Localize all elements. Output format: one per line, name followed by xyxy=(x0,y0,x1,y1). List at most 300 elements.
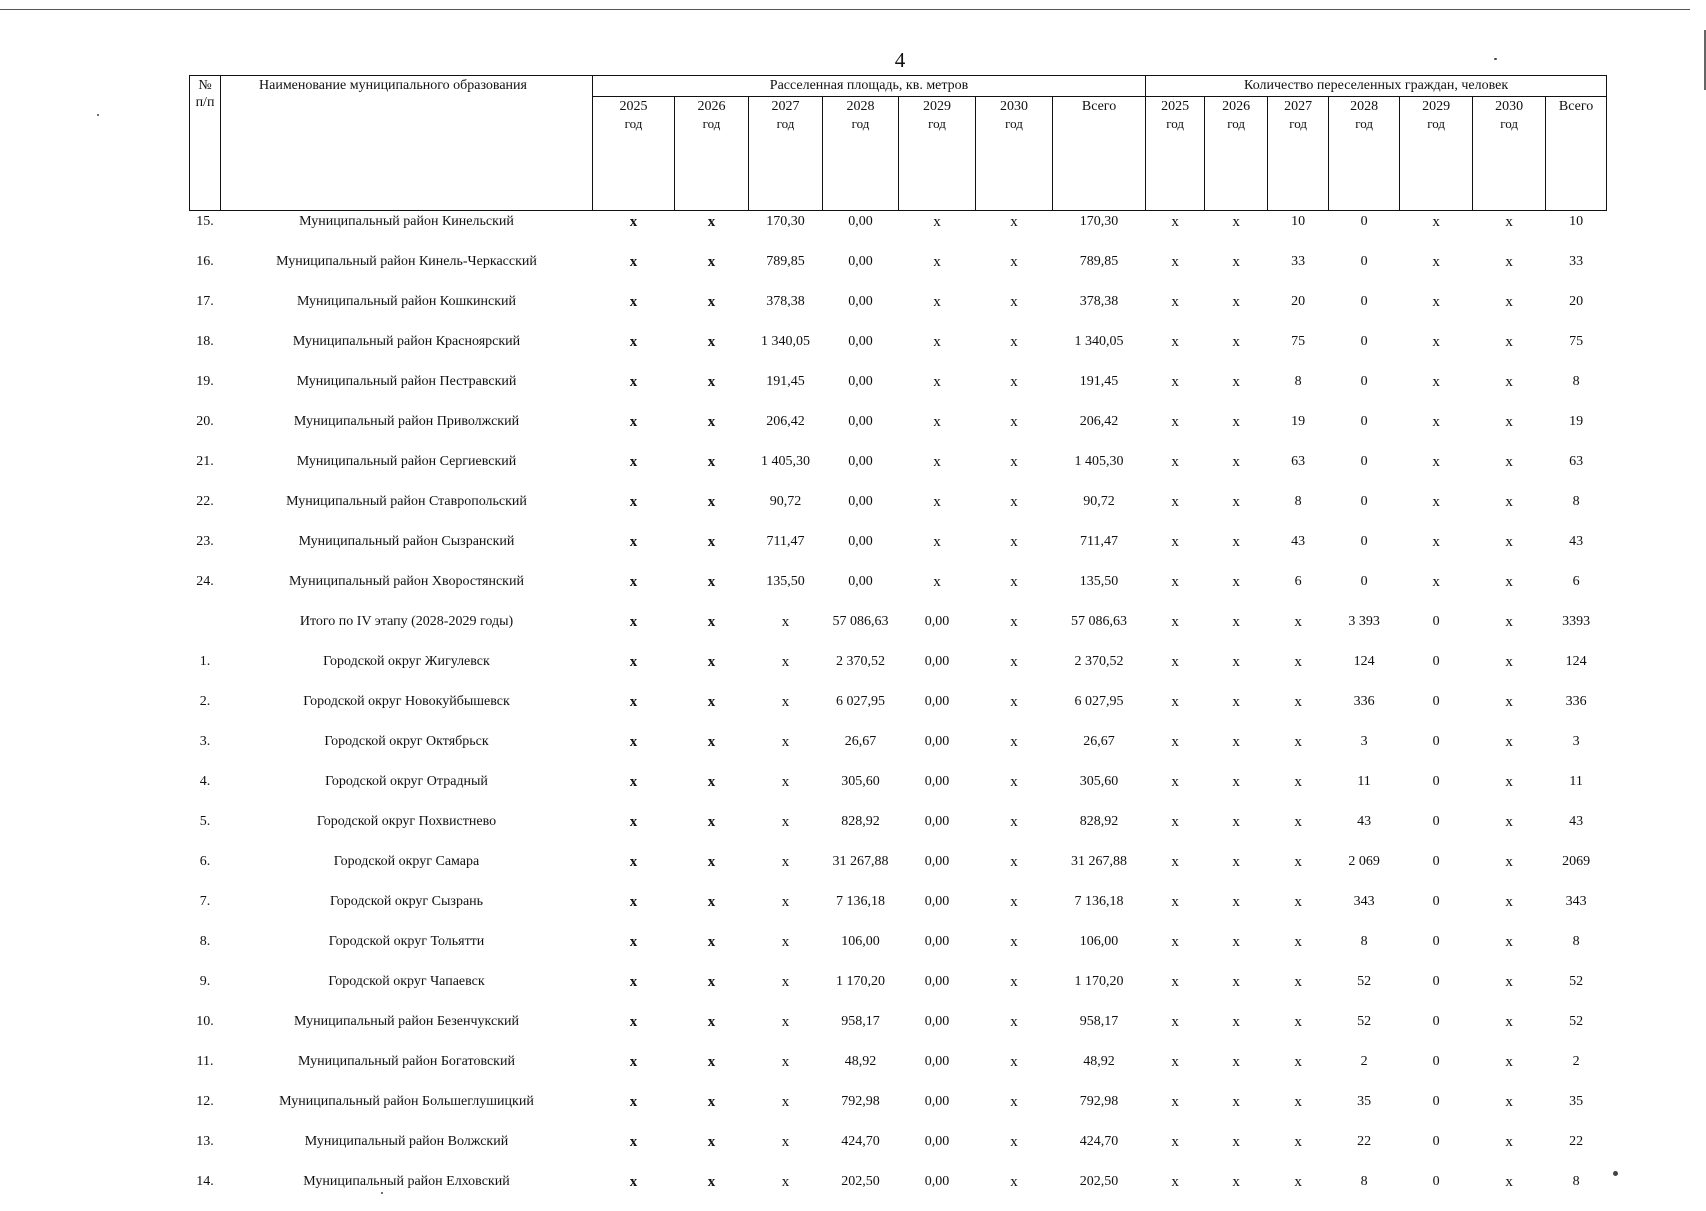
header-year-suffix: год xyxy=(776,116,795,131)
area-cell: 106,00 xyxy=(1079,934,1119,949)
header-year-label: 2028 xyxy=(846,99,875,114)
area-cell: 0,00 xyxy=(924,894,950,909)
people-cell: 33 xyxy=(1569,254,1584,269)
people-cell: 22 xyxy=(1357,1134,1372,1149)
people-cell: x xyxy=(1232,1174,1240,1190)
people-cell: 343 xyxy=(1353,894,1375,909)
table-row xyxy=(190,211,1607,252)
people-cell: 22 xyxy=(1569,1134,1584,1149)
people-cell: x xyxy=(1171,414,1179,430)
row-number xyxy=(190,611,221,651)
row-name: Городской округ Новокуйбышевск xyxy=(303,694,510,709)
area-cell: 0,00 xyxy=(924,1054,950,1069)
header-year-suffix: год xyxy=(928,116,946,131)
people-cell: 19 xyxy=(1569,414,1584,429)
row-name: Городской округ Отрадный xyxy=(325,774,488,789)
area-cell: x xyxy=(707,854,716,870)
area-cell: x xyxy=(1010,894,1018,910)
people-cell: 2069 xyxy=(1562,854,1591,869)
people-cell: 8 xyxy=(1294,374,1302,389)
area-cell: x xyxy=(1010,774,1018,790)
people-cell: 75 xyxy=(1569,334,1584,349)
people-cell: x xyxy=(1171,214,1179,230)
area-cell: 0,00 xyxy=(924,814,950,829)
area-cell: x xyxy=(629,294,638,310)
row-name: Муниципальный район Богатовский xyxy=(298,1054,515,1069)
table-row xyxy=(190,971,1607,1011)
people-cell: 8 xyxy=(1360,934,1368,949)
row-name: Муниципальный район Волжский xyxy=(304,1134,509,1149)
people-cell: 19 xyxy=(1291,414,1306,429)
area-cell: 0,00 xyxy=(924,1014,950,1029)
header-area-year-2029 xyxy=(899,97,976,211)
area-cell: x xyxy=(933,334,941,350)
area-cell: 191,45 xyxy=(766,374,805,389)
area-cell: x xyxy=(629,974,638,990)
header-people-group: Количество переселенных граждан, человек xyxy=(1146,76,1607,97)
row-number: 4. xyxy=(199,774,211,789)
row-number: 13. xyxy=(196,1134,214,1149)
area-cell: x xyxy=(781,814,790,830)
area-cell: 792,98 xyxy=(841,1094,880,1109)
area-cell: x xyxy=(629,574,638,590)
header-year-label: 2029 xyxy=(1422,99,1451,114)
area-cell: x xyxy=(707,614,716,630)
people-cell: x xyxy=(1294,1094,1302,1110)
area-cell: x xyxy=(707,1014,716,1030)
area-cell: 305,60 xyxy=(841,774,880,789)
table-row xyxy=(190,371,1607,411)
people-cell: x xyxy=(1432,534,1440,550)
people-cell: 0 xyxy=(1432,974,1440,989)
area-cell: 305,60 xyxy=(1079,774,1119,789)
area-cell: x xyxy=(707,494,716,510)
people-cell: 43 xyxy=(1569,814,1584,829)
area-cell: x xyxy=(707,454,716,470)
area-cell: 1 170,20 xyxy=(836,974,885,989)
area-cell: x xyxy=(707,774,716,790)
header-people-year-2029 xyxy=(1400,97,1473,211)
area-cell: x xyxy=(1010,374,1018,390)
header-area-year-2027 xyxy=(749,97,823,211)
people-cell: 35 xyxy=(1569,1094,1584,1109)
row-name: Городской округ Похвистнево xyxy=(316,814,497,829)
header-total-label: Всего xyxy=(1081,99,1117,114)
people-cell: 6 xyxy=(1294,574,1302,589)
people-cell: x xyxy=(1505,614,1513,630)
area-cell: x xyxy=(707,734,716,750)
area-cell: 0,00 xyxy=(848,254,873,269)
area-cell: x xyxy=(1010,1134,1018,1150)
area-cell: x xyxy=(1010,494,1018,510)
area-cell: x xyxy=(1010,814,1018,830)
area-cell: x xyxy=(1010,1054,1018,1070)
area-cell: 424,70 xyxy=(841,1134,880,1149)
people-cell: 8 xyxy=(1572,494,1580,509)
people-cell: x xyxy=(1171,814,1179,830)
people-cell: x xyxy=(1171,854,1179,870)
area-cell: x xyxy=(629,1094,638,1110)
row-name: Муниципальный район Кинель-Черкасский xyxy=(276,254,537,269)
area-cell: x xyxy=(933,494,941,510)
area-cell: x xyxy=(707,374,716,390)
area-cell: 31 267,88 xyxy=(832,854,889,869)
people-cell: x xyxy=(1505,574,1513,590)
people-cell: 3 393 xyxy=(1348,614,1380,629)
people-cell: 3 xyxy=(1572,734,1580,749)
people-cell: 0 xyxy=(1360,214,1368,229)
people-cell: x xyxy=(1294,614,1302,630)
area-cell: x xyxy=(629,734,638,750)
scan-speck xyxy=(97,114,99,116)
people-cell: 0 xyxy=(1432,814,1440,829)
area-cell: x xyxy=(1010,534,1018,550)
area-cell: x xyxy=(629,454,638,470)
people-cell: x xyxy=(1232,694,1240,710)
area-cell: 0,00 xyxy=(924,1174,950,1189)
area-cell: 1 405,30 xyxy=(1074,454,1124,469)
area-cell: x xyxy=(707,1174,716,1190)
area-cell: 0,00 xyxy=(924,934,950,949)
people-cell: 0 xyxy=(1432,694,1440,709)
area-cell: x xyxy=(629,414,638,430)
area-cell: 378,38 xyxy=(766,294,805,309)
people-cell: x xyxy=(1294,734,1302,750)
page-number: 4 xyxy=(894,48,906,72)
people-cell: x xyxy=(1432,574,1440,590)
people-cell: 124 xyxy=(1353,654,1375,669)
people-cell: x xyxy=(1171,454,1179,470)
area-cell: 170,30 xyxy=(1079,214,1119,229)
row-name: Городской округ Тольятти xyxy=(328,934,485,949)
area-cell: 7 136,18 xyxy=(1074,894,1124,909)
table-row xyxy=(190,651,1607,691)
row-number: 23. xyxy=(196,534,214,549)
header-year-suffix: год xyxy=(1227,116,1245,131)
area-cell: x xyxy=(1010,414,1018,430)
header-year-label: 2029 xyxy=(923,99,951,114)
row-name: Муниципальный район Красноярский xyxy=(292,334,521,349)
people-cell: x xyxy=(1232,214,1240,230)
area-cell: x xyxy=(933,254,941,270)
people-cell: 2 xyxy=(1360,1054,1368,1069)
header-name-label: Наименование муниципального образования xyxy=(259,78,527,93)
people-cell: x xyxy=(1232,974,1240,990)
people-cell: 0 xyxy=(1360,374,1368,389)
area-cell: 48,92 xyxy=(1083,1054,1115,1069)
people-cell: x xyxy=(1232,1094,1240,1110)
row-number: 15. xyxy=(196,214,214,229)
area-cell: 1 405,30 xyxy=(761,454,810,469)
people-cell: x xyxy=(1232,414,1240,430)
header-year-label: 2026 xyxy=(697,99,726,114)
header-people-year-2030 xyxy=(1473,97,1546,211)
people-cell: x xyxy=(1232,574,1240,590)
row-number: 14. xyxy=(196,1174,214,1189)
row-name: Городской округ Октябрьск xyxy=(324,734,489,749)
people-cell: x xyxy=(1294,1014,1302,1030)
area-cell: x xyxy=(781,1134,790,1150)
table-row xyxy=(190,411,1607,451)
header-area-year-2030 xyxy=(976,97,1053,211)
area-cell: x xyxy=(629,254,638,270)
area-cell: x xyxy=(629,1134,638,1150)
area-cell: 206,42 xyxy=(766,414,805,429)
header-year-label: 2028 xyxy=(1350,99,1379,114)
people-cell: x xyxy=(1505,414,1513,430)
area-cell: 135,50 xyxy=(1079,574,1119,589)
people-cell: x xyxy=(1232,454,1240,470)
area-cell: 0,00 xyxy=(924,694,950,709)
header-year-suffix: год xyxy=(1355,116,1373,131)
row-name: Муниципальный район Большеглушицкий xyxy=(279,1094,534,1109)
people-cell: x xyxy=(1232,774,1240,790)
area-cell: 958,17 xyxy=(841,1014,880,1029)
people-cell: x xyxy=(1232,614,1240,630)
people-cell: 0 xyxy=(1360,414,1368,429)
area-cell: 828,92 xyxy=(841,814,880,829)
people-cell: 52 xyxy=(1357,1014,1372,1029)
people-cell: x xyxy=(1505,694,1513,710)
people-cell: x xyxy=(1505,1094,1513,1110)
area-cell: 2 370,52 xyxy=(1074,654,1124,669)
area-cell: x xyxy=(933,574,941,590)
people-cell: 52 xyxy=(1357,974,1372,989)
people-cell: x xyxy=(1171,1134,1179,1150)
area-cell: x xyxy=(629,214,638,230)
people-cell: 10 xyxy=(1569,214,1584,229)
area-cell: 26,67 xyxy=(1083,734,1115,749)
area-cell: x xyxy=(781,974,790,990)
area-cell: x xyxy=(707,534,716,550)
row-number: 16. xyxy=(196,254,214,269)
people-cell: x xyxy=(1171,294,1179,310)
people-cell: 10 xyxy=(1291,214,1306,229)
header-year-suffix: год xyxy=(1166,116,1184,131)
area-cell: x xyxy=(707,214,716,230)
people-cell: x xyxy=(1505,734,1513,750)
area-cell: x xyxy=(1010,254,1018,270)
people-cell: x xyxy=(1171,734,1179,750)
people-cell: 0 xyxy=(1432,774,1440,789)
people-cell: x xyxy=(1294,974,1302,990)
row-name: Муниципальный район Хворостянский xyxy=(289,574,524,589)
people-cell: 0 xyxy=(1360,334,1368,349)
area-cell: x xyxy=(933,294,941,310)
row-number: 2. xyxy=(199,694,211,709)
people-cell: x xyxy=(1432,294,1440,310)
people-cell: x xyxy=(1505,1174,1513,1190)
area-cell: x xyxy=(629,654,638,670)
people-cell: x xyxy=(1171,254,1179,270)
area-cell: 378,38 xyxy=(1079,294,1119,309)
area-cell: 0,00 xyxy=(924,1134,950,1149)
area-cell: x xyxy=(781,854,790,870)
people-cell: x xyxy=(1171,1054,1179,1070)
area-cell: 0,00 xyxy=(924,734,950,749)
row-number: 3. xyxy=(199,734,211,749)
people-cell: x xyxy=(1171,334,1179,350)
area-cell: x xyxy=(707,694,716,710)
area-cell: x xyxy=(1010,974,1018,990)
row-number: 5. xyxy=(199,814,211,829)
header-year-label: 2030 xyxy=(1000,99,1028,114)
area-cell: x xyxy=(629,934,638,950)
area-cell: x xyxy=(629,1014,638,1030)
area-cell: x xyxy=(781,614,790,630)
area-cell: 0,00 xyxy=(924,654,950,669)
area-cell: 0,00 xyxy=(924,854,950,869)
people-cell: 0 xyxy=(1432,1054,1440,1069)
area-cell: 202,50 xyxy=(1079,1174,1119,1189)
scan-speck xyxy=(1613,1171,1618,1176)
people-cell: x xyxy=(1505,814,1513,830)
area-cell: x xyxy=(1010,1014,1018,1030)
area-cell: x xyxy=(933,214,941,230)
people-cell: x xyxy=(1232,1134,1240,1150)
area-cell: 0,00 xyxy=(924,974,950,989)
area-cell: 0,00 xyxy=(848,214,873,229)
header-year-label: 2026 xyxy=(1222,99,1251,114)
people-cell: x xyxy=(1294,934,1302,950)
row-name: Городской округ Чапаевск xyxy=(328,974,485,989)
area-cell: 0,00 xyxy=(848,454,873,469)
row-name: Городской округ Самара xyxy=(333,854,480,869)
area-cell: 0,00 xyxy=(848,414,873,429)
area-cell: 0,00 xyxy=(924,614,950,629)
row-number: 19. xyxy=(196,374,214,389)
area-cell: x xyxy=(629,694,638,710)
people-cell: x xyxy=(1171,894,1179,910)
people-cell: 0 xyxy=(1360,494,1368,509)
area-cell: 0,00 xyxy=(848,334,873,349)
row-name: Муниципальный район Елховский xyxy=(303,1174,510,1189)
people-cell: x xyxy=(1294,1174,1302,1190)
people-cell: 0 xyxy=(1360,534,1368,549)
header-year-suffix: год xyxy=(624,116,643,131)
people-cell: 11 xyxy=(1569,774,1583,789)
area-cell: x xyxy=(707,974,716,990)
people-cell: 0 xyxy=(1432,1174,1440,1189)
people-cell: x xyxy=(1171,1174,1179,1190)
area-cell: x xyxy=(781,734,790,750)
table-row xyxy=(190,1051,1607,1091)
people-cell: 8 xyxy=(1572,1174,1580,1189)
people-cell: x xyxy=(1505,854,1513,870)
people-cell: x xyxy=(1505,494,1513,510)
people-cell: x xyxy=(1505,654,1513,670)
row-number: 22. xyxy=(196,494,214,509)
row-number: 21. xyxy=(196,454,214,469)
row-name: Муниципальный район Безенчукский xyxy=(293,1014,519,1029)
people-cell: x xyxy=(1505,294,1513,310)
people-cell: 11 xyxy=(1357,774,1371,789)
people-cell: 343 xyxy=(1565,894,1587,909)
area-cell: x xyxy=(629,854,638,870)
table-row xyxy=(190,251,1607,291)
area-cell: x xyxy=(629,1054,638,1070)
people-cell: x xyxy=(1232,1054,1240,1070)
area-cell: x xyxy=(781,1054,790,1070)
people-cell: 336 xyxy=(1565,694,1587,709)
area-cell: 90,72 xyxy=(769,494,802,509)
scan-speck xyxy=(1494,58,1497,60)
table-row xyxy=(190,811,1607,851)
people-cell: 3393 xyxy=(1562,614,1591,629)
area-cell: x xyxy=(629,534,638,550)
people-cell: x xyxy=(1232,814,1240,830)
people-cell: x xyxy=(1505,254,1513,270)
area-cell: 711,47 xyxy=(766,534,805,549)
area-cell: x xyxy=(707,934,716,950)
area-cell: 1 340,05 xyxy=(1074,334,1124,349)
people-cell: x xyxy=(1171,374,1179,390)
people-cell: x xyxy=(1505,774,1513,790)
row-number: 24. xyxy=(196,574,214,589)
header-year-label: 2025 xyxy=(1161,99,1190,114)
people-cell: x xyxy=(1232,854,1240,870)
row-number: 12. xyxy=(196,1094,214,1109)
people-cell: x xyxy=(1294,894,1302,910)
header-year-label: 2027 xyxy=(1284,99,1313,114)
people-cell: x xyxy=(1432,254,1440,270)
area-cell: x xyxy=(707,894,716,910)
people-cell: 0 xyxy=(1432,894,1440,909)
area-cell: x xyxy=(1010,614,1018,630)
people-cell: x xyxy=(1505,374,1513,390)
area-cell: 170,30 xyxy=(766,214,805,229)
row-number: 11. xyxy=(196,1054,214,1069)
header-people-total xyxy=(1546,97,1607,211)
row-number: 10. xyxy=(196,1014,214,1029)
area-cell: 1 170,20 xyxy=(1074,974,1124,989)
row-name: Муниципальный район Приволжский xyxy=(293,414,520,429)
area-cell: 6 027,95 xyxy=(1074,694,1124,709)
people-cell: 52 xyxy=(1569,974,1584,989)
table-row xyxy=(190,1171,1607,1211)
people-cell: x xyxy=(1294,694,1302,710)
area-cell: 958,17 xyxy=(1079,1014,1119,1029)
people-cell: 8 xyxy=(1294,494,1302,509)
row-name: Муниципальный район Пестравский xyxy=(296,374,517,389)
area-cell: x xyxy=(707,654,716,670)
area-cell: 0,00 xyxy=(848,574,873,589)
people-cell: x xyxy=(1232,294,1240,310)
area-cell: x xyxy=(1010,294,1018,310)
people-cell: 0 xyxy=(1360,254,1368,269)
table-row xyxy=(190,731,1607,771)
area-cell: x xyxy=(781,894,790,910)
area-cell: 206,42 xyxy=(1079,414,1119,429)
header-area-year-2026 xyxy=(675,97,749,211)
people-cell: 35 xyxy=(1357,1094,1372,1109)
area-cell: x xyxy=(781,654,790,670)
area-cell: 711,47 xyxy=(1080,534,1119,549)
area-cell: x xyxy=(1010,1174,1018,1190)
area-cell: x xyxy=(629,494,638,510)
row-name: Муниципальный район Кинельский xyxy=(299,214,514,229)
people-cell: x xyxy=(1294,854,1302,870)
area-cell: 789,85 xyxy=(1079,254,1119,269)
people-cell: 8 xyxy=(1572,374,1580,389)
area-cell: x xyxy=(707,414,716,430)
area-cell: x xyxy=(1010,734,1018,750)
row-name: Муниципальный район Сызранский xyxy=(298,534,515,549)
people-cell: 0 xyxy=(1432,1134,1440,1149)
row-number: 18. xyxy=(196,334,214,349)
table-row xyxy=(190,771,1607,811)
people-cell: 0 xyxy=(1360,574,1368,589)
